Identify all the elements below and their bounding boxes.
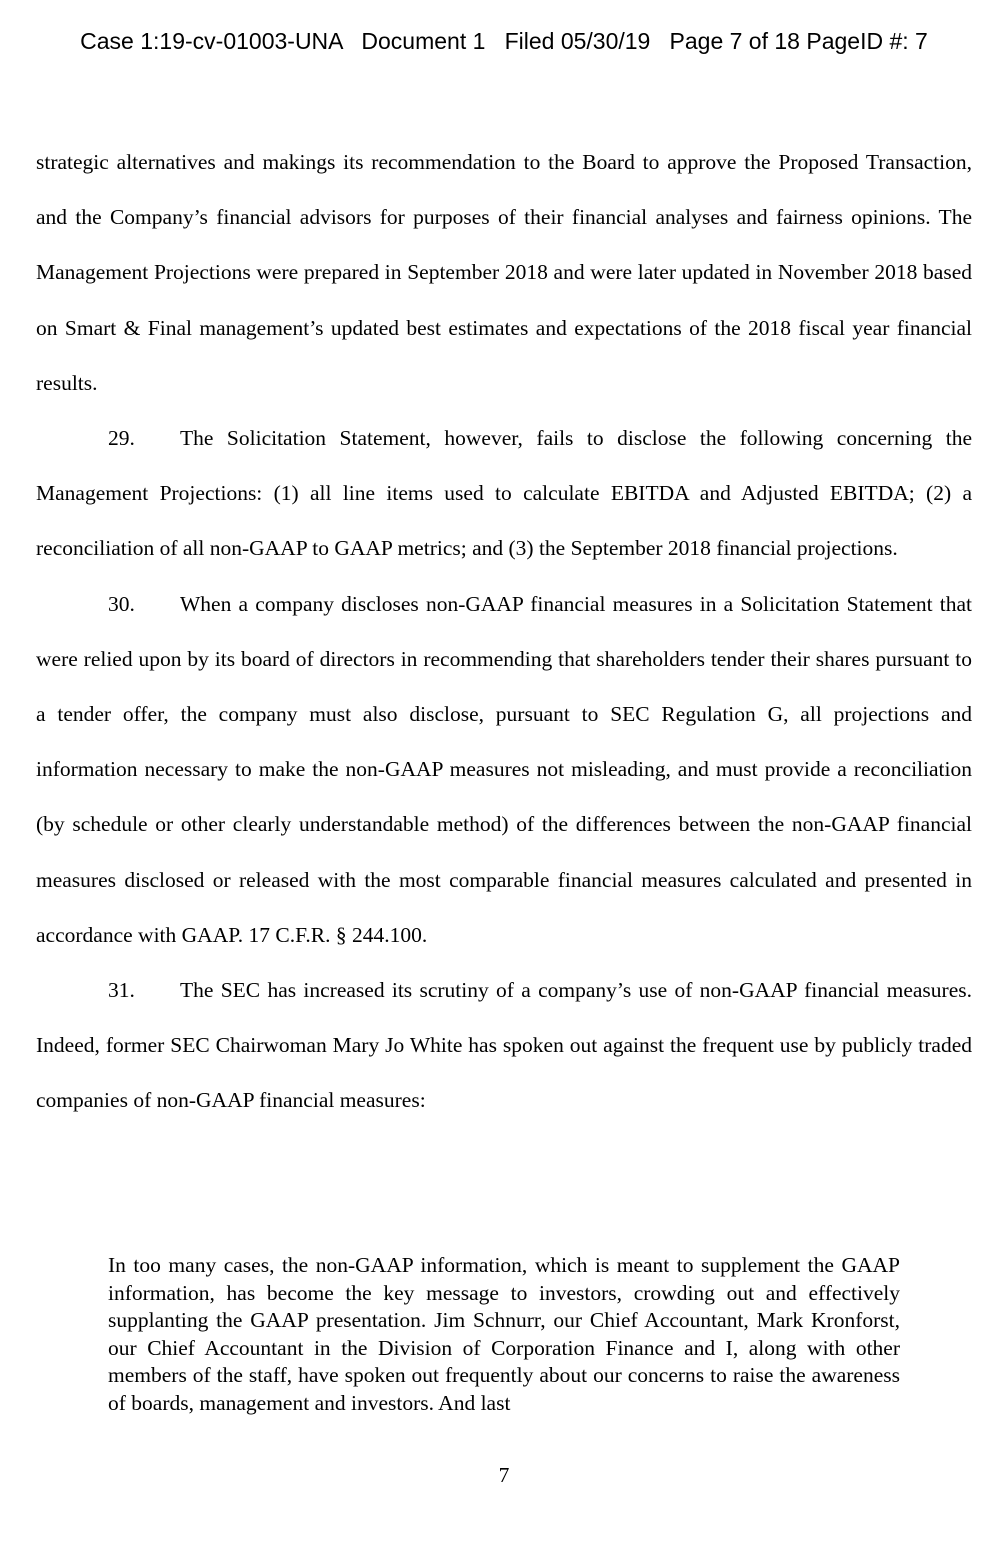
paragraph-text: The SEC has increased its scrutiny of a company’s use of non-GAAP financial measures. Indeed, former SEC Chairwoman Mary Jo White has spoken out against the frequent use by publicly traded companies of non-GAAP financial measures:	[36, 978, 972, 1113]
case-header: Case 1:19-cv-01003-UNA Document 1 Filed 05/30/19 Page 7 of 18 PageID #: 7	[80, 28, 928, 54]
paragraph-30	[36, 577, 972, 963]
block-quote: In too many cases, the non-GAAP information, which is meant to supplement the GAAP information, has become the key message to investors, crowding out and effectively supplanting the GAAP presentation. Jim Schnurr, our Chief Accountant, Mark Kronforst, our Chief Accountant in the Division of Corporation Finance and I, along with other members of the staff, have spoken out frequently about our concerns to raise the awareness of boards, management and investors. And last	[108, 1253, 900, 1415]
paragraph-number: 29.	[108, 426, 135, 451]
paragraph-text: When a company discloses non-GAAP financial measures in a Solicitation Statement that were relied upon by its board of directors in recommending that shareholders tender their shares pursuant to a tender offer, the company must also disclose, pursuant to SEC Regulation G, all projections and information necessary to make the non-GAAP measures not misleading, and must provide a reconciliation (by schedule or other clearly understandable method) of the differences between the non-GAAP financial measures disclosed or released with the most comparable financial measures calculated and presented in accordance with GAAP. 17 C.F.R. § 244.100.	[36, 591, 972, 947]
page-number: 7	[498, 1463, 510, 1487]
paragraph-number: 30.	[108, 591, 135, 616]
document-body	[36, 135, 972, 1129]
paragraph-text: The Solicitation Statement, however, fails to disclose the following concerning the Management Projections: (1) all line items used to calculate EBITDA and Adjusted EBITDA; (2) a reconciliation of all non-GAAP to GAAP metrics; and (3) the September 2018 financial projections.	[36, 426, 972, 561]
paragraph-31	[36, 963, 972, 1129]
paragraph-29	[36, 411, 972, 577]
paragraph-continuation: strategic alternatives and makings its recommendation to the Board to approve the Proposed Transaction, and the Company’s financial advisors for purposes of their financial analyses and fairness opinions. The Management Projections were prepared in September 2018 and were later updated in November 2018 based on Smart & Final management’s updated best estimates and expectations of the 2018 fiscal year financial results.	[36, 150, 972, 395]
paragraph-number: 31.	[108, 978, 135, 1003]
